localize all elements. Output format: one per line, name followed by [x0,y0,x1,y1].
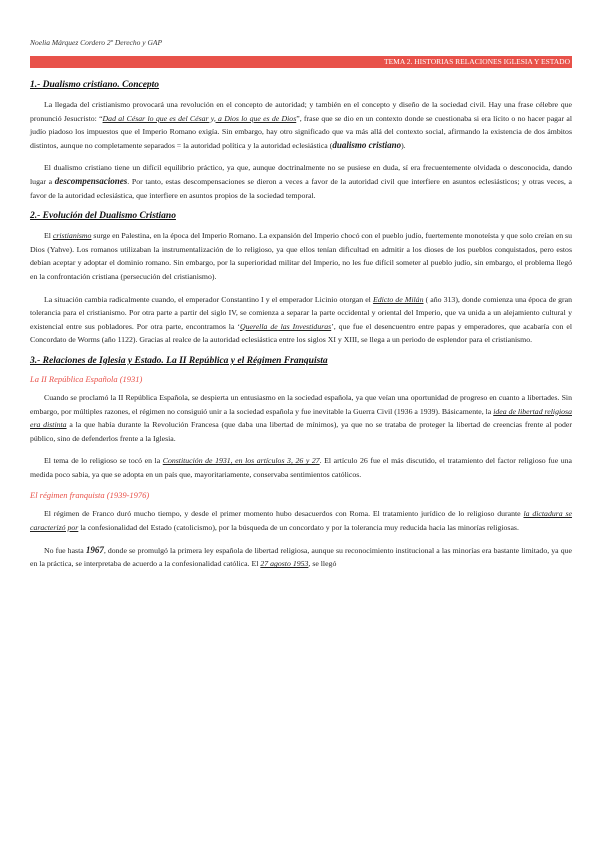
underlined-term: la dictadura se caracterizó por [30,509,573,533]
quote-underlined: Dad al César lo que es del César y, a Dios lo que es de Dios [102,113,297,123]
subsection-franco-title: El régimen franquista (1939-1976) [30,490,150,501]
author-header: Noelia Márquez Cordero 2º Derecho y GAP [30,38,163,47]
section-3-title: 3.- Relaciones de Iglesia y Estado. La II República y el Régimen Franquista [30,355,328,366]
underlined-term: 27 agosto 1953 [260,559,309,569]
underlined-term: Constitución de 1931, en los artículos 3, 26 y 27 [162,456,320,466]
bold-term: descompensaciones [54,175,128,186]
section-1-paragraph-1: La llegada del cristianismo provocará una revolución en el concepto de autoridad; y también en el concepto y diseño de la sociedad civil. Hay una frase célebre que pronunció Jesucristo: “Dad al César lo que es del César y, a Dios lo que es de Dios”, frase que se dio en un contexto donde se cuestionaba si era lícito o no hacer pagar al judío piadoso los impuestos que el Imperio Romano exigía. Sin embargo, hay otro significado que va más allá del contexto social, afirmando la existencia de dos ámbitos distintos, aunque no completamente separados = la autoridad política y la autoridad eclesiástica (dualismo cristiano). [30,100,573,150]
bold-term: 1967 [85,544,104,555]
section-3-paragraph-1: Cuando se proclamó la II República Española, se despierta un entusiasmo en la sociedad española, ya que veían una oportunidad de progreso en cuanto a libertades. Sin embargo, por múltiples razones, el régimen no consiguió unir a la sociedad española y fue inevitable la Guerra Civil (1936 a 1939). Básicamente, la idea de libertad religiosa era distinta a la que había durante la Revolución Francesa (que daba una libertad de mínimos), ya que no se trataba de proteger la libertad de creencias frente al poder público, sino de defenderlos frente a la Iglesia. [30,392,572,443]
section-1-paragraph-2: El dualismo cristiano tiene un difícil equilibrio práctico, ya que, aunque doctrinalmente no se pusiese en duda, sí era frecuentemente olvidada o desconocida, dando lugar a descompensaciones. Por tanto, estas descompensaciones se dieron a veces a favor de la autoridad civil que interfiere en asuntos eclesiásticos; y otras veces, a favor de la autoridad eclesiástica, que interfiere en asuntos propios de la sociedad temporal. [30,163,572,200]
section-2-paragraph-2: La situación cambia radicalmente cuando, el emperador Constantino I y el emperador Licinio otorgan el Edicto de Milán ( año 313), donde comienza una época de gran tolerancia para el cristianismo. Por otra parte a partir del siglo IV, se comienza a separar la parte occidental y oriental del Imperio, que va unida a un alejamiento cultural y existencial entre sus pobladores. Por otra parte, encontramos la ‘Querella de las Investiduras’, que fue el desencuentro entre papas y emperadores, que acabaría con el Concordato de Worms (año 1122). Gracias al realce de la autoridad eclesiástica entre los siglos XI y XIII, se llega a un periodo de esplendor para el cristianismo. [30,294,573,345]
section-3-paragraph-4: No fue hasta 1967, donde se promulgó la primera ley española de libertad religiosa, aunque su reconocimiento institucional a las minorías era bastante limitado, ya que en la práctica, se interpretaba de acuerdo a la confesionalidad católica. El 27 agosto 1953, se llegó [30,544,572,569]
topic-banner: TEMA 2. HISTORIAS RELACIONES IGLESIA Y ESTADO [30,56,572,68]
subsection-republic-title: La II República Española (1931) [30,373,143,384]
underlined-term: idea de libertad religiosa era distinta [30,406,572,430]
underlined-term: cristianismo [52,231,92,241]
section-3-paragraph-2: El tema de lo religioso se tocó en la Constitución de 1931, en los artículos 3, 26 y 27. El artículo 26 fue el más discutido, el tratamiento del factor religioso fue una medida poco sabia, ya que se adopta en un país que, mayoritariamente, conservaba sentimientos católicos. [30,456,572,479]
bold-term: dualismo cristiano [332,139,402,150]
document-body [30,80,572,580]
underlined-term: Edicto de Milán [372,294,424,304]
section-3-paragraph-3: El régimen de Franco duró mucho tiempo, y desde el primer momento hubo desacuerdos con Roma. El tratamiento jurídico de lo religioso durante la dictadura se caracterizó por la confesionalidad del Estado (catolicismo), por la búsqueda de un concordato y por la tolerancia muy reducida hacia las minorías religiosas. [30,509,573,533]
underlined-term: Querella de las Investiduras [239,321,332,331]
section-2-paragraph-1: El cristianismo surge en Palestina, en la época del Imperio Romano. La expansión del Imperio chocó con el pueblo judío, fuertemente monoteísta y que solo creían en su Dios (Yahve). Los romanos utilizaban la instrumentalización de lo religioso, ya que ellos tenían dificultad en admitir a los dioses de los pueblos conquistados, pero estos debían aceptar y adoptar el dominio romano. Sin embargo, por la superioridad militar del Imperio, no les fue difícil someter al pueblo judío, sin embargo, el problema llegó en la confrontación cristiana (persecución del cristianismo). [30,231,572,281]
section-2-title: 2.- Evolución del Dualismo Cristiano [30,211,176,222]
section-1-title: 1.- Dualismo cristiano. Concepto [30,80,160,90]
